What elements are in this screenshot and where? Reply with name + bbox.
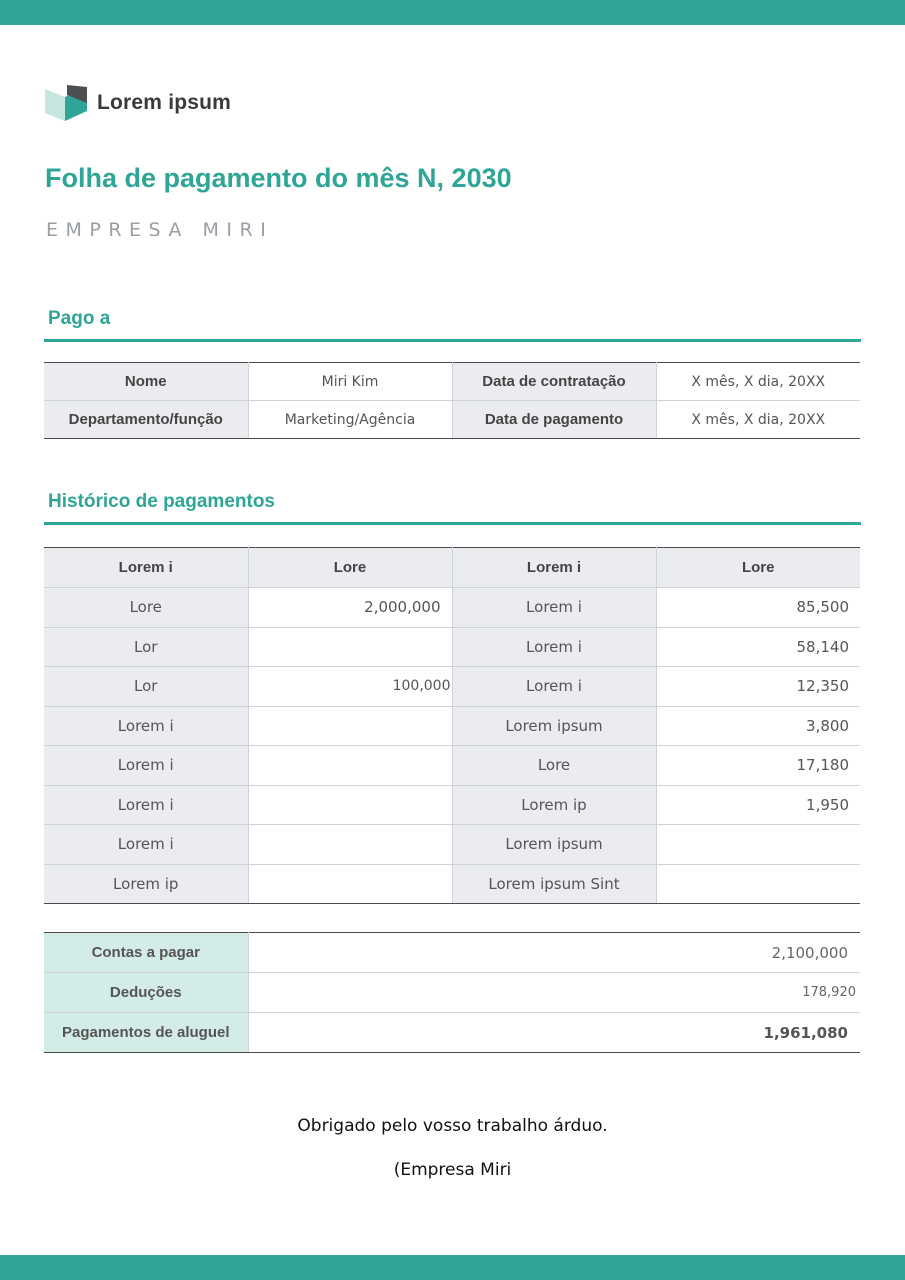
table-row (44, 401, 860, 439)
table-row (44, 667, 860, 707)
table-cell: Lorem i (452, 627, 656, 667)
department-label: Departamento/função (44, 401, 248, 439)
payment-history-table (44, 547, 860, 904)
table-cell (248, 785, 452, 825)
company-logo (45, 85, 231, 121)
name-value: Miri Kim (248, 363, 452, 401)
top-accent-bar (0, 0, 905, 25)
column-header: Lorem i (452, 548, 656, 588)
bottom-accent-bar (0, 1255, 905, 1280)
hire-date-label: Data de contratação (452, 363, 656, 401)
table-cell: 100,000 (248, 667, 452, 707)
table-cell (248, 706, 452, 746)
logo-text: Lorem ipsum (97, 91, 232, 114)
table-cell: Lore (44, 588, 248, 628)
table-cell (656, 864, 860, 904)
table-cell: 85,500 (656, 588, 860, 628)
section-divider (44, 522, 861, 525)
summary-table (44, 932, 860, 1053)
section-divider (44, 339, 861, 342)
column-header: Lore (656, 548, 860, 588)
table-cell: Lorem i (44, 785, 248, 825)
column-header: Lorem i (44, 548, 248, 588)
table-row (44, 785, 860, 825)
table-cell: Lore (452, 746, 656, 786)
table-cell: Lorem i (44, 706, 248, 746)
accounts-payable-label: Contas a pagar (44, 933, 248, 973)
table-cell: Lorem i (452, 667, 656, 707)
table-row (44, 588, 860, 628)
signature: (Empresa Miri (393, 1160, 512, 1180)
table-cell: Lorem ip (44, 864, 248, 904)
table-cell: Lorem ip (452, 785, 656, 825)
table-cell: 3,800 (656, 706, 860, 746)
table-row (44, 973, 860, 1013)
table-cell: Lorem ipsum (452, 825, 656, 865)
payment-date-label: Data de pagamento (452, 401, 656, 439)
employee-info-table (44, 362, 860, 439)
page-title: Folha de pagamento do mês N, 2030 (45, 163, 512, 193)
table-cell: 2,000,000 (248, 588, 452, 628)
table-cell: Lor (44, 627, 248, 667)
deductions-value: 178,920 (248, 973, 860, 1013)
table-cell: Lor (44, 667, 248, 707)
accounts-payable-value: 2,100,000 (248, 933, 860, 973)
table-cell: 17,180 (656, 746, 860, 786)
table-row (44, 706, 860, 746)
table-cell (248, 864, 452, 904)
table-header-row (44, 548, 860, 588)
section-heading-history: Histórico de pagamentos (48, 491, 275, 512)
net-payment-value: 1,961,080 (248, 1013, 860, 1053)
table-cell (248, 627, 452, 667)
table-row (44, 933, 860, 973)
table-cell (656, 825, 860, 865)
column-header: Lore (248, 548, 452, 588)
net-payment-label: Pagamentos de aluguel (44, 1013, 248, 1053)
section-heading-paid-to: Pago a (48, 308, 111, 329)
table-cell: Lorem i (452, 588, 656, 628)
table-row (44, 627, 860, 667)
deductions-label: Deduções (44, 973, 248, 1013)
table-row (44, 825, 860, 865)
name-label: Nome (44, 363, 248, 401)
table-row (44, 864, 860, 904)
table-cell: Lorem i (44, 825, 248, 865)
department-value: Marketing/Agência (248, 401, 452, 439)
table-cell: 58,140 (656, 627, 860, 667)
table-row (44, 1013, 860, 1053)
table-row (44, 363, 860, 401)
company-name: EMPRESA MIRI (46, 219, 274, 241)
table-cell (248, 825, 452, 865)
payment-date-value: X mês, X dia, 20XX (656, 401, 860, 439)
table-cell: Lorem ipsum Sint (452, 864, 656, 904)
table-cell: Lorem i (44, 746, 248, 786)
table-row (44, 746, 860, 786)
table-cell: 1,950 (656, 785, 860, 825)
table-cell (248, 746, 452, 786)
table-cell: Lorem ipsum (452, 706, 656, 746)
cube-logo-icon (45, 85, 89, 121)
table-cell: 12,350 (656, 667, 860, 707)
thank-you-message: Obrigado pelo vosso trabalho árduo. (297, 1116, 608, 1136)
hire-date-value: X mês, X dia, 20XX (656, 363, 860, 401)
